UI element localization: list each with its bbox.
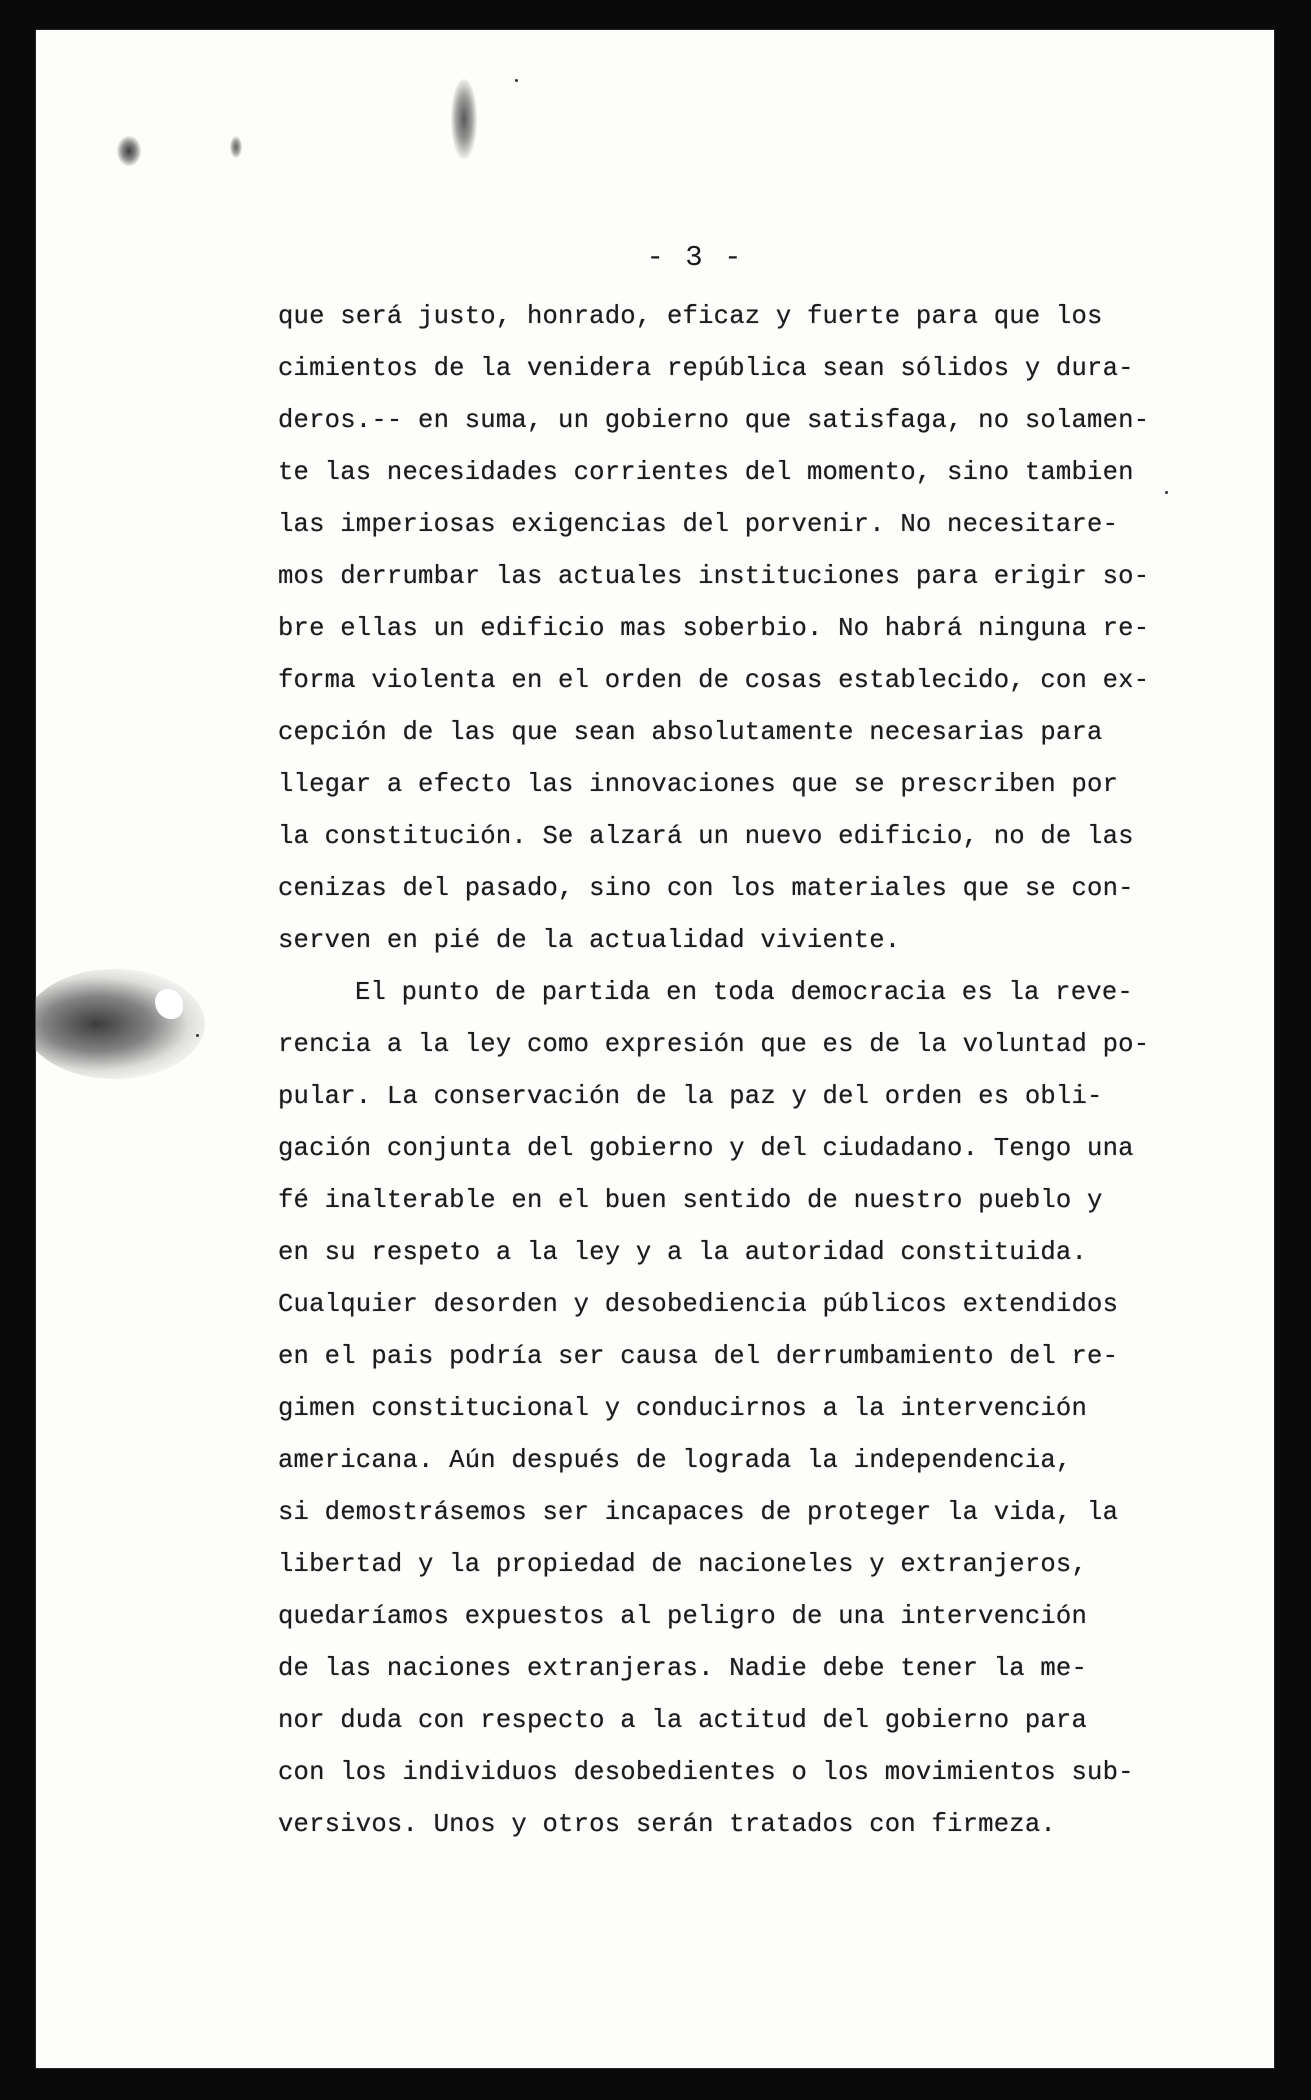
text-line: que será justo, honrado, eficaz y fuerte para que los <box>278 302 1103 331</box>
ink-stain <box>35 969 205 1079</box>
text-line: gimen constitucional y conducirnos a la intervención <box>278 1394 1088 1423</box>
ink-smudge <box>451 79 477 159</box>
text-line: americana. Aún después de lograda la independencia, <box>278 1446 1072 1475</box>
ink-smudge <box>230 136 242 158</box>
text-line: la constitución. Se alzará un nuevo edificio, no de las <box>278 822 1134 851</box>
text-line: cimientos de la venidera república sean sólidos y dura- <box>278 354 1134 383</box>
text-line: versivos. Unos y otros serán tratados con firmeza. <box>278 1810 1056 1839</box>
ink-smudge <box>117 136 141 166</box>
body-text <box>278 291 1178 1851</box>
text-line: en el pais podría ser causa del derrumbamiento del re- <box>278 1342 1119 1371</box>
text-line: deros.-- en suma, un gobierno que satisfaga, no solamen- <box>278 406 1150 435</box>
text-line: cenizas del pasado, sino con los materiales que se con- <box>278 874 1134 903</box>
text-line: con los individuos desobedientes o los movimientos sub- <box>278 1758 1134 1787</box>
text-line: nor duda con respecto a la actitud del gobierno para <box>278 1706 1088 1735</box>
text-line: libertad y la propiedad de nacioneles y extranjeros, <box>278 1550 1088 1579</box>
text-line: las imperiosas exigencias del porvenir. No necesitare- <box>278 510 1119 539</box>
text-line: llegar a efecto las innovaciones que se prescriben por <box>278 770 1119 799</box>
text-line: gación conjunta del gobierno y del ciudadano. Tengo una <box>278 1134 1134 1163</box>
paragraph-start-line: El punto de partida en toda democracia es la reve- <box>355 978 1133 1007</box>
text-line: bre ellas un edificio mas soberbio. No habrá ninguna re- <box>278 614 1150 643</box>
text-line: si demostrásemos ser incapaces de proteger la vida, la <box>278 1498 1119 1527</box>
text-line: pular. La conservación de la paz y del orden es obli- <box>278 1082 1103 1111</box>
text-line: cepción de las que sean absolutamente necesarias para <box>278 718 1103 747</box>
page-number: - 3 - <box>646 241 744 274</box>
document-page <box>35 29 1275 2069</box>
text-line: Cualquier desorden y desobediencia públicos extendidos <box>278 1290 1119 1319</box>
text-line: te las necesidades corrientes del momento, sino tambien <box>278 458 1134 487</box>
text-line: rencia a la ley como expresión que es de la voluntad po- <box>278 1030 1150 1059</box>
text-line: fé inalterable en el buen sentido de nuestro pueblo y <box>278 1186 1103 1215</box>
speck <box>196 1034 199 1037</box>
text-line: mos derrumbar las actuales instituciones para erigir so- <box>278 562 1150 591</box>
text-line: serven en pié de la actualidad viviente. <box>278 926 901 955</box>
text-line: en su respeto a la ley y a la autoridad constituida. <box>278 1238 1088 1267</box>
text-line: forma violenta en el orden de cosas establecido, con ex- <box>278 666 1150 695</box>
text-line: quedaríamos expuestos al peligro de una intervención <box>278 1602 1088 1631</box>
text-line: de las naciones extranjeras. Nadie debe tener la me- <box>278 1654 1088 1683</box>
speck <box>515 79 518 82</box>
